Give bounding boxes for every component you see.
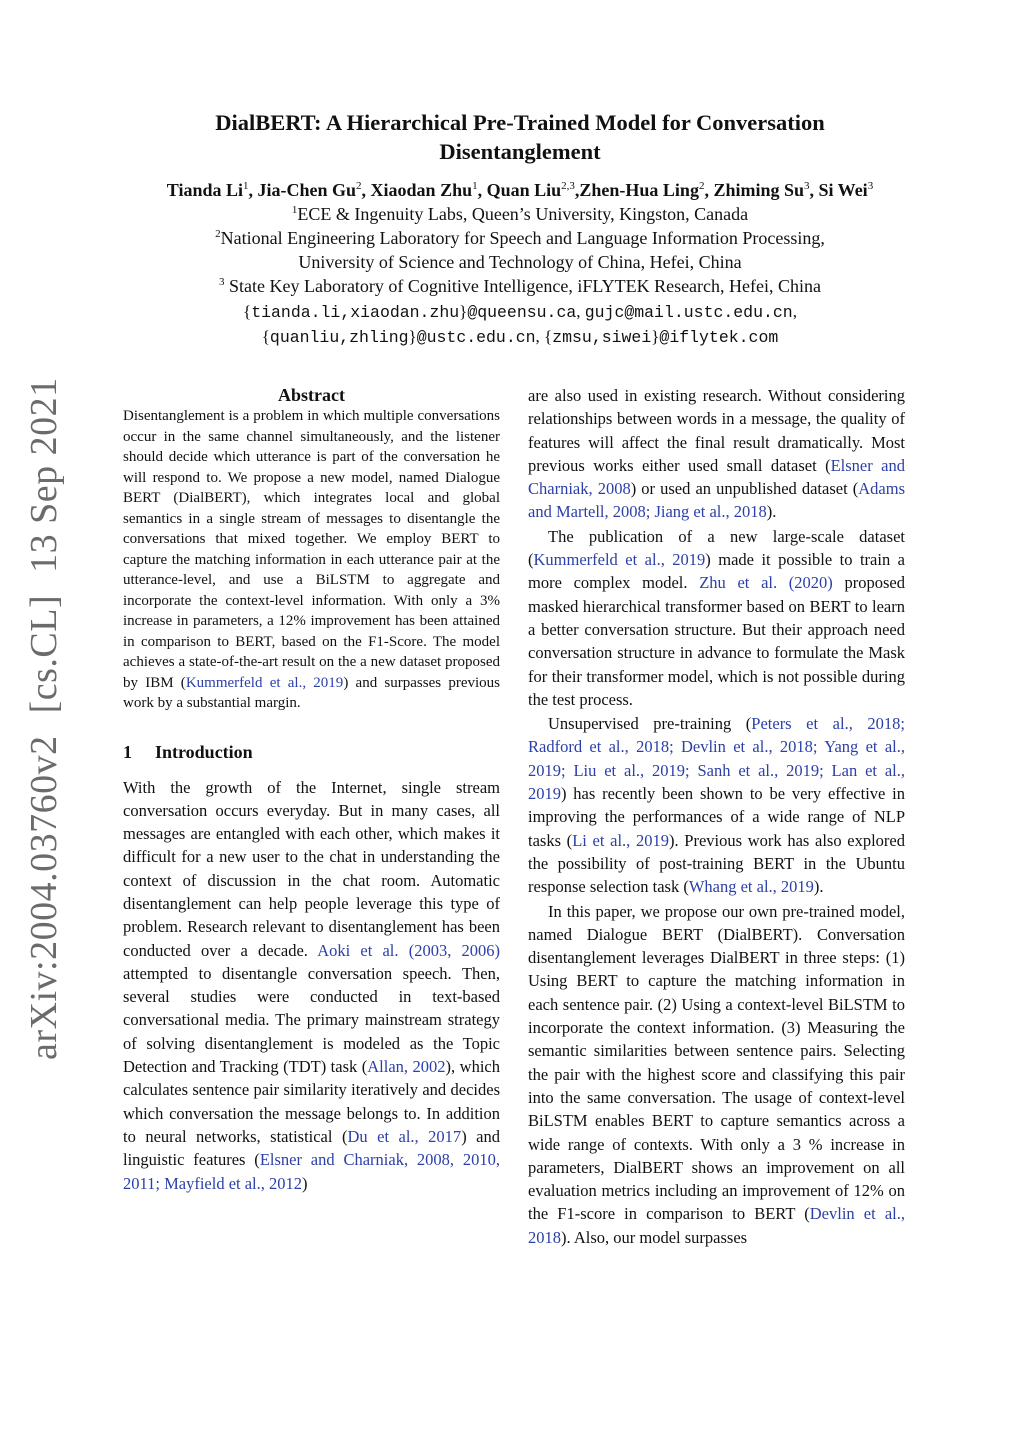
citation-link[interactable]: Zhu et al. (2020)	[699, 573, 833, 593]
citation-link[interactable]: Kummerfeld et al., 2019	[185, 674, 344, 691]
citation-link[interactable]: Devlin et al., 2018	[528, 1204, 905, 1247]
author: Xiaodan Zhu	[370, 180, 473, 200]
citation-link[interactable]: Whang et al., 2019	[688, 877, 814, 897]
affiliation-2: $^2$National Engineering Laboratory for Speech and Language Information Processing,	[215, 228, 825, 248]
email-line-1: {tianda.li,xiaodan.zhu}@queensu.ca, gujc@mail.ustc.edu.cn,	[243, 302, 797, 322]
paragraph-text: are also used in existing research. Without considering relationships between words in a message, the quality of features will affect the final result dramatically. Most previous works either used small dataset (	[528, 386, 905, 475]
paragraph-text: Unsupervised pre-training (	[548, 714, 752, 734]
intro-paragraph-3	[528, 525, 905, 711]
author: Zhen-Hua Ling	[579, 180, 699, 200]
arxiv-id: arXiv:2004.03760v2	[23, 735, 65, 1060]
paragraph-text: ). Previous work has also explored the possibility of post-training BERT in the Ubuntu response selection task (	[528, 830, 905, 897]
title-line-1: DialBERT: A Hierarchical Pre-Trained Model for Conversation	[215, 110, 825, 135]
author-affil-sup: 3	[804, 180, 810, 192]
email[interactable]: quanliu,zhling	[269, 328, 409, 347]
arxiv-date: 13 Sep 2021	[23, 377, 65, 573]
paragraph-text: In this paper, we propose our own pre-trained model, named Dialogue BERT (DialBERT). Conversation disentanglement leverages DialBERT in three steps: (1) Using BERT to capture the matching information in each sentence pair. (2) Using a context-level BiLSTM to incorporate the context information. (3) Measuring the semantic similarities between sentence pairs. Selecting the pair with the highest score and classifying this pair into the same conversation. The usage of context-level BiLSTM enables BERT to capture semantics across a wide range of contexts. With only a 3 % increase in parameters, DialBERT shows an improvement on all evaluation metrics including an improvement of 12% on the F1-score in comparison to BERT (	[528, 901, 905, 1224]
arxiv-watermark	[22, 377, 66, 1060]
author: Zhiming Su	[713, 180, 804, 200]
paragraph-text: ).	[813, 877, 824, 897]
citation-link[interactable]: Li et al., 2019	[572, 830, 669, 850]
citation-link[interactable]: Elsner and Charniak, 2008, 2010, 2011; Mayfield et al., 2012	[123, 1150, 500, 1193]
author-affil-sup: 1	[472, 180, 478, 192]
paragraph-text: proposed masked hierarchical transformer based on BERT to learn a better conversation structure. But their approach need conversation structure in advance to formulate the Mask for their transformer model, which is not possible during the test process.	[528, 573, 905, 709]
email[interactable]: tianda.li,xiaodan.zhu	[251, 303, 460, 322]
intro-paragraph-5	[528, 900, 905, 1249]
paragraph-text: With the growth of the Internet, single stream conversation occurs everyday. But in many cases, all messages are entangled with each other, which makes it difficult for a new user to the chat in understanding the context of discussion in the chat room. Automatic disentanglement can help people leverage this type of problem. Research relevant to disentanglement has been conducted over a decade.	[123, 777, 500, 960]
citation-link[interactable]: Adams and Martell, 2008; Jiang et al., 2018	[528, 479, 906, 522]
author-affil-sup: 2,3	[561, 180, 575, 192]
email[interactable]: zmsu,siwei	[552, 328, 652, 347]
author-affil-sup: 2	[356, 180, 362, 192]
author: Jia-Chen Gu	[257, 180, 357, 200]
citation-link[interactable]: Aoki et al. (2003, 2006)	[317, 940, 500, 960]
paragraph-text: ) and linguistic features (	[123, 1126, 500, 1170]
section-number: 1	[123, 741, 132, 762]
title-line-2: Disentanglement	[439, 139, 601, 164]
email-list	[100, 300, 940, 350]
citation-link[interactable]: Allan, 2002	[367, 1057, 446, 1077]
paragraph-text: ) has recently been shown to be very effective in improving the performances of a wide range of NLP tasks (	[528, 784, 905, 850]
email[interactable]: gujc@mail.ustc.edu.cn	[584, 303, 793, 322]
paragraph-text: ) or used an unpublished dataset (	[630, 479, 859, 499]
citation-link[interactable]: Elsner and Charniak, 2008	[528, 455, 905, 499]
author-affil-sup: 3	[867, 180, 874, 192]
paragraph-text: )	[302, 1173, 308, 1193]
citation-link[interactable]: Kummerfeld et al., 2019	[533, 550, 706, 570]
section-title: Introduction	[155, 741, 253, 762]
paper-header	[100, 108, 940, 350]
author: Quan Liu	[486, 180, 562, 200]
paragraph-text: ), which calculates sentence pair similarity iteratively and decides which conversation the message belongs to. In addition to neural networks, statistical (	[123, 1057, 500, 1146]
intro-paragraph-1	[123, 776, 500, 1195]
abstract-body: Disentanglement is a problem in which multiple conversations occur in the same channel simultaneously, and the listener should decide which utterance is part of the conversation he will respond to. We propose a new model, named Dialogue BERT (DialBERT), which integrates local and global semantics in a single stream of messages to disentangle the conversations that mixed together. We employ BERT to capture the matching information in each utterance pair at the utterance-level, and use a BiLSTM to aggregate and incorporate the context-level information. With only a 3% increase in parameters, a 12% improvement has been attained in comparison to BERT, based on the F1-Score. The model achieves a state-of-the-art result on the a new dataset proposed by IBM (Kummerfeld et al., 2019) and surpasses previous work by a substantial margin.	[123, 408, 500, 711]
paragraph-text: ) made it possible to train a more complex model.	[528, 550, 906, 593]
affiliation-3: $^3$ State Key Laboratory of Cognitive Intelligence, iFLYTEK Research, Hefei, China	[218, 276, 821, 296]
author-affil-sup: 1	[243, 180, 249, 192]
email-line-2: {quanliu,zhling}@ustc.edu.cn, {zmsu,siwei}@iflytek.com	[261, 327, 779, 347]
paper-title	[100, 108, 940, 166]
right-column	[528, 384, 905, 1249]
author-list: Tianda Li$^1$, Jia-Chen Gu$^2$, Xiaodan Zhu$^1$, Quan Liu$^{2,3}$,Zhen-Hua Ling$^2$, Zhiming Su$^3$, Si Wei$^3$	[166, 180, 874, 200]
affiliation-2-line-2: University of Science and Technology of China, Hefei, China	[298, 252, 742, 272]
author: Tianda Li	[166, 180, 244, 200]
paragraph-text: The publication of a new large-scale dataset (	[528, 526, 905, 570]
abstract-heading: Abstract	[278, 385, 345, 405]
paragraph-text: ).	[766, 502, 777, 522]
citation-link[interactable]: Peters et al., 2018; Radford et al., 2018; Devlin et al., 2018; Yang et al., 2019; Liu et al., 2019; Sanh et al., 2019; Lan et al., 2019	[528, 714, 905, 804]
paragraph-text: attempted to disentangle conversation speech. Then, several studies were conducted in text-based conversational media. The primary mainstream strategy of solving disentanglement is modeled as the Topic Detection and Tracking (TDT) task (	[123, 963, 500, 1077]
citation-link[interactable]: Du et al., 2017	[347, 1126, 462, 1146]
paragraph-text: ). Also, our model surpasses	[561, 1227, 748, 1247]
arxiv-category: [cs.CL]	[23, 594, 65, 714]
affiliation-1: $^1$ECE & Ingenuity Labs, Queen’s University, Kingston, Canada	[291, 204, 749, 224]
left-column	[123, 384, 500, 1195]
section-heading-introduction	[123, 740, 500, 764]
intro-paragraph-4	[528, 712, 905, 898]
author: Si Wei	[818, 180, 868, 200]
intro-paragraph-2	[528, 384, 905, 524]
author-affil-sup: 2	[698, 180, 705, 192]
